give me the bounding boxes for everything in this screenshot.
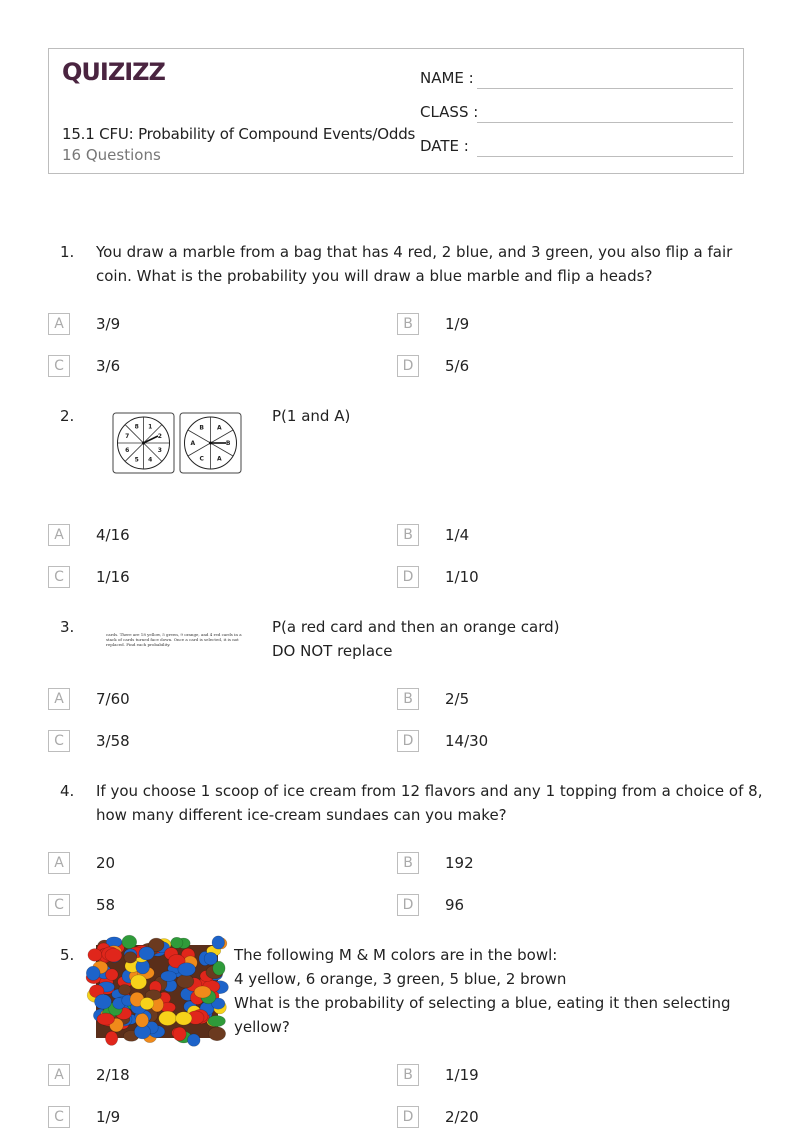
option-c-box[interactable]: C [48, 355, 70, 377]
option-d-text: 5/6 [445, 357, 470, 375]
option-d-box[interactable]: D [397, 894, 419, 916]
option-c-box[interactable]: C [48, 894, 70, 916]
spinners-image [112, 412, 242, 474]
class-field[interactable] [420, 103, 478, 121]
question-text-line: 4 yellow, 6 orange, 3 green, 5 blue, 2 brown [234, 970, 567, 988]
question-number: 5. [60, 946, 75, 964]
spinner-label: B [225, 440, 231, 447]
option-b-text: 192 [445, 854, 474, 872]
option-c-text: 3/58 [96, 732, 130, 750]
question-text-line: P(a red card and then an orange card) [272, 618, 560, 636]
spinner-label: 8 [134, 423, 139, 431]
option-a-text: 20 [96, 854, 116, 872]
spinner-label: 7 [125, 433, 130, 441]
option-d-text: 96 [445, 896, 465, 914]
question-number: 1. [60, 243, 75, 261]
option-c-text: 3/6 [96, 357, 121, 375]
option-b-box[interactable]: B [397, 852, 419, 874]
question-text-line: how many different ice-cream sundaes can you make? [96, 806, 507, 824]
cards-problem-image: cards. There are 18 yellow, 5 green, 9 orange, and 4 red cards in a stack of cards turned face down. Once a card is selected, it is not replaced. Find each probability. [106, 632, 242, 647]
option-b-text: 1/4 [445, 526, 470, 544]
option-d-box[interactable]: D [397, 730, 419, 752]
date-field[interactable] [420, 137, 469, 155]
option-a-text: 2/18 [96, 1066, 130, 1084]
option-a-box[interactable]: A [48, 852, 70, 874]
option-a-box[interactable]: A [48, 524, 70, 546]
option-d-text: 2/20 [445, 1108, 479, 1126]
spinner-label: 5 [134, 456, 139, 464]
option-c-box[interactable]: C [48, 566, 70, 588]
spinner-label: 2 [157, 433, 162, 441]
spinner-label: 4 [148, 456, 153, 464]
spinner-label: B [199, 424, 204, 432]
question-text: P(1 and A) [272, 407, 351, 425]
spinner-label: 3 [157, 446, 162, 454]
option-a-box[interactable]: A [48, 1064, 70, 1086]
option-c-text: 58 [96, 896, 116, 914]
option-b-box[interactable]: B [397, 313, 419, 335]
option-d-box[interactable]: D [397, 355, 419, 377]
spinner-label: 1 [148, 423, 153, 431]
date-label: DATE : [420, 137, 469, 155]
option-b-box[interactable]: B [397, 688, 419, 710]
candy-bowl-image [96, 945, 218, 1038]
svg-text:QUIZIZZ: QUIZIZZ [62, 58, 165, 86]
spinner-label: C [199, 455, 204, 463]
question-number: 3. [60, 618, 75, 636]
class-line [477, 122, 733, 123]
option-b-box[interactable]: B [397, 1064, 419, 1086]
question-text-line: yellow? [234, 1018, 290, 1036]
option-a-text: 7/60 [96, 690, 130, 708]
class-label: CLASS : [420, 103, 479, 121]
name-label: NAME : [420, 69, 474, 87]
question-number: 2. [60, 407, 75, 425]
option-d-box[interactable]: D [397, 1106, 419, 1128]
option-b-text: 1/9 [445, 315, 470, 333]
spinner-label: A [217, 424, 222, 432]
option-a-box[interactable]: A [48, 313, 70, 335]
worksheet-header [48, 48, 744, 174]
question-text-line: You draw a marble from a bag that has 4 red, 2 blue, and 3 green, you also flip a fair [96, 243, 733, 261]
question-number: 4. [60, 782, 75, 800]
question-text-line: DO NOT replace [272, 642, 393, 660]
spinner-label: 6 [125, 446, 130, 454]
question-count: 16 Questions [62, 146, 161, 164]
option-c-box[interactable]: C [48, 730, 70, 752]
option-a-text: 4/16 [96, 526, 130, 544]
date-line [477, 156, 733, 157]
question-text [272, 615, 559, 663]
spinner-label: A [190, 440, 196, 447]
name-line [477, 88, 733, 89]
question-text-line: What is the probability of selecting a blue, eating it then selecting [234, 994, 731, 1012]
option-c-text: 1/9 [96, 1108, 121, 1126]
option-d-text: 1/10 [445, 568, 479, 586]
option-c-text: 1/16 [96, 568, 130, 586]
question-text-line: The following M & M colors are in the bowl: [234, 946, 558, 964]
option-a-text: 3/9 [96, 315, 121, 333]
option-a-box[interactable]: A [48, 688, 70, 710]
question-text-line: If you choose 1 scoop of ice cream from 12 flavors and any 1 topping from a choice of 8, [96, 782, 763, 800]
worksheet-title: 15.1 CFU: Probability of Compound Events/Odds [62, 125, 416, 143]
option-d-text: 14/30 [445, 732, 489, 750]
quizizz-logo [62, 58, 165, 86]
option-b-box[interactable]: B [397, 524, 419, 546]
spinner-label: A [217, 455, 222, 463]
option-b-text: 2/5 [445, 690, 470, 708]
option-b-text: 1/19 [445, 1066, 479, 1084]
question-text [96, 779, 762, 827]
option-c-box[interactable]: C [48, 1106, 70, 1128]
name-field[interactable] [420, 69, 474, 87]
option-d-box[interactable]: D [397, 566, 419, 588]
question-text-line: coin. What is the probability you will draw a blue marble and flip a heads? [96, 267, 653, 285]
question-text [234, 943, 731, 1039]
question-text [96, 240, 732, 288]
